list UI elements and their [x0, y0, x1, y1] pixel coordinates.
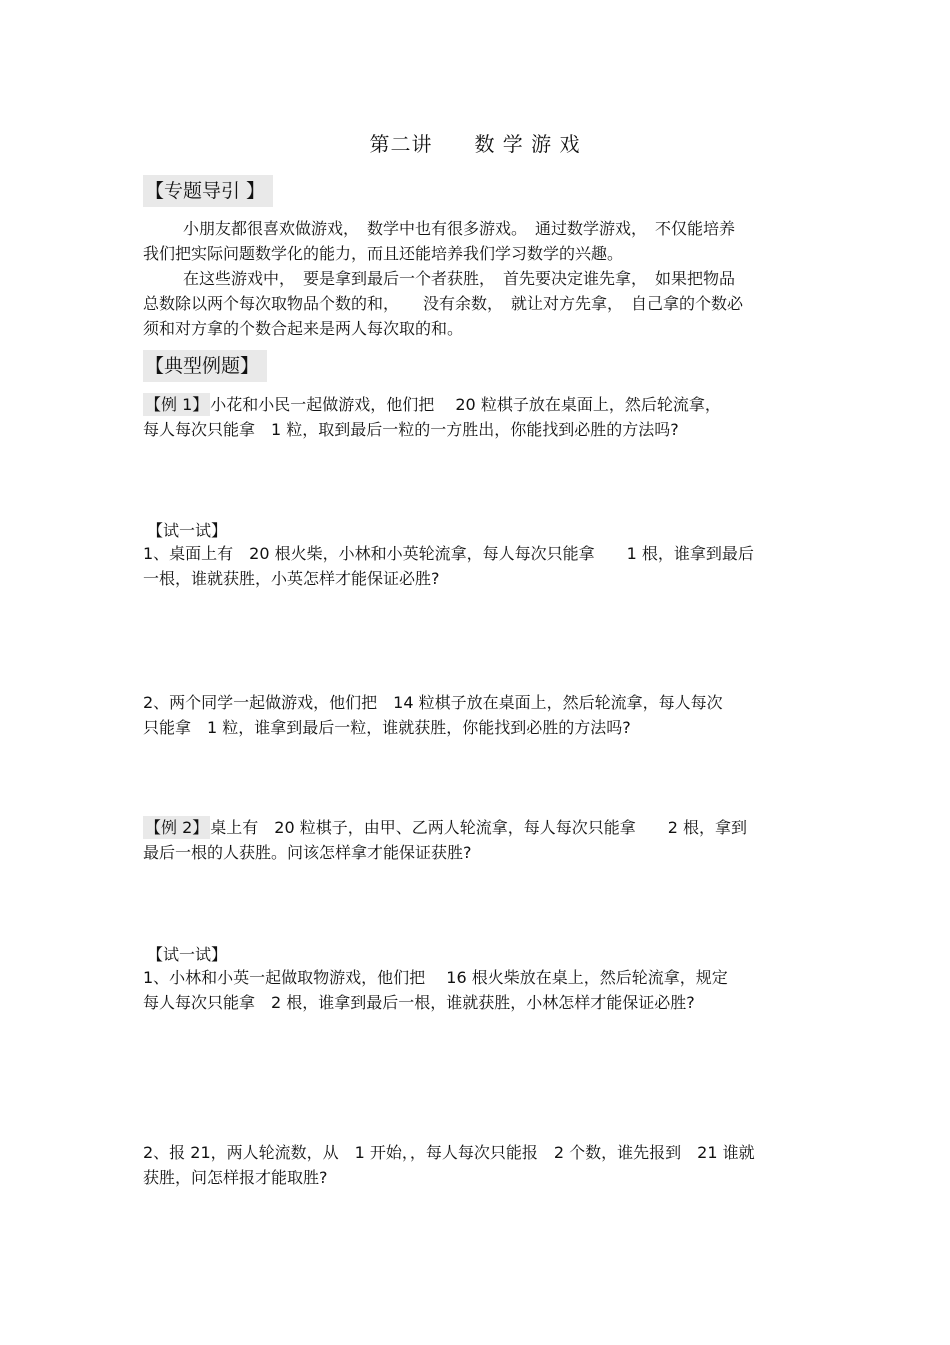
- intro-paragraph-1-line-2: 我们把实际问题数学化的能力，而且还能培养我们学习数学的兴趣。: [143, 244, 624, 263]
- intro-paragraph-2-line-2: 总数除以两个每次取物品个数的和， 没有余数， 就让对方先拿， 自己拿的个数必: [143, 294, 744, 313]
- try-1-question-2-line-1: 2、两个同学一起做游戏，他们把 14 粒棋子放在桌面上，然后轮流拿，每人每次: [143, 693, 723, 712]
- example-2-line-1: [143, 815, 747, 840]
- example-1-text: 小花和小民一起做游戏，他们把 20 粒棋子放在桌面上，然后轮流拿，: [210, 395, 721, 414]
- intro-paragraph-2-line-1: 在这些游戏中， 要是拿到最后一个者获胜， 首先要决定谁先拿， 如果把物品: [183, 269, 736, 288]
- example-2-line-2: 最后一根的人获胜。问该怎样拿才能保证获胜?: [143, 843, 472, 862]
- example-2-tag: 【例 2】: [145, 818, 209, 837]
- try-1-question-2-line-2: 只能拿 1 粒，谁拿到最后一粒，谁就获胜，你能找到必胜的方法吗?: [143, 718, 631, 737]
- try-label-2: 【试一试】: [147, 945, 228, 964]
- section-heading-intro: 【专题导引 】: [143, 175, 273, 207]
- example-1-line-1: [143, 392, 721, 417]
- try-1-question-1-line-1: 1、桌面上有 20 根火柴，小林和小英轮流拿，每人每次只能拿 1 根，谁拿到最后: [143, 544, 754, 563]
- page-title: 第二讲 数 学 游 戏: [369, 132, 581, 156]
- example-2-text: 桌上有 20 粒棋子，由甲、乙两人轮流拿，每人每次只能拿 2 根，拿到: [210, 818, 747, 837]
- example-1-tag: 【例 1】: [145, 395, 209, 414]
- example-1-line-2: 每人每次只能拿 1 粒，取到最后一粒的一方胜出，你能找到必胜的方法吗?: [143, 420, 679, 439]
- try-2-question-2-line-1: 2、报 21，两人轮流数，从 1 开始，，每人每次只能报 2 个数，谁先报到 21 谁就: [143, 1143, 755, 1162]
- try-2-question-1-line-2: 每人每次只能拿 2 根，谁拿到最后一根，谁就获胜，小林怎样才能保证必胜?: [143, 993, 695, 1012]
- try-2-question-2-line-2: 获胜，问怎样报才能取胜?: [143, 1168, 328, 1187]
- intro-paragraph-1-line-1: 小朋友都很喜欢做游戏， 数学中也有很多游戏。 通过数学游戏， 不仅能培养: [183, 219, 736, 238]
- intro-paragraph-2-line-3: 须和对方拿的个数合起来是两人每次取的和。: [143, 319, 464, 338]
- section-heading-examples: 【典型例题】: [143, 350, 267, 382]
- try-1-question-1-line-2: 一根，谁就获胜，小英怎样才能保证必胜?: [143, 569, 440, 588]
- try-2-question-1-line-1: 1、小林和小英一起做取物游戏，他们把 16 根火柴放在桌上，然后轮流拿，规定: [143, 968, 728, 987]
- try-label-1: 【试一试】: [147, 521, 228, 540]
